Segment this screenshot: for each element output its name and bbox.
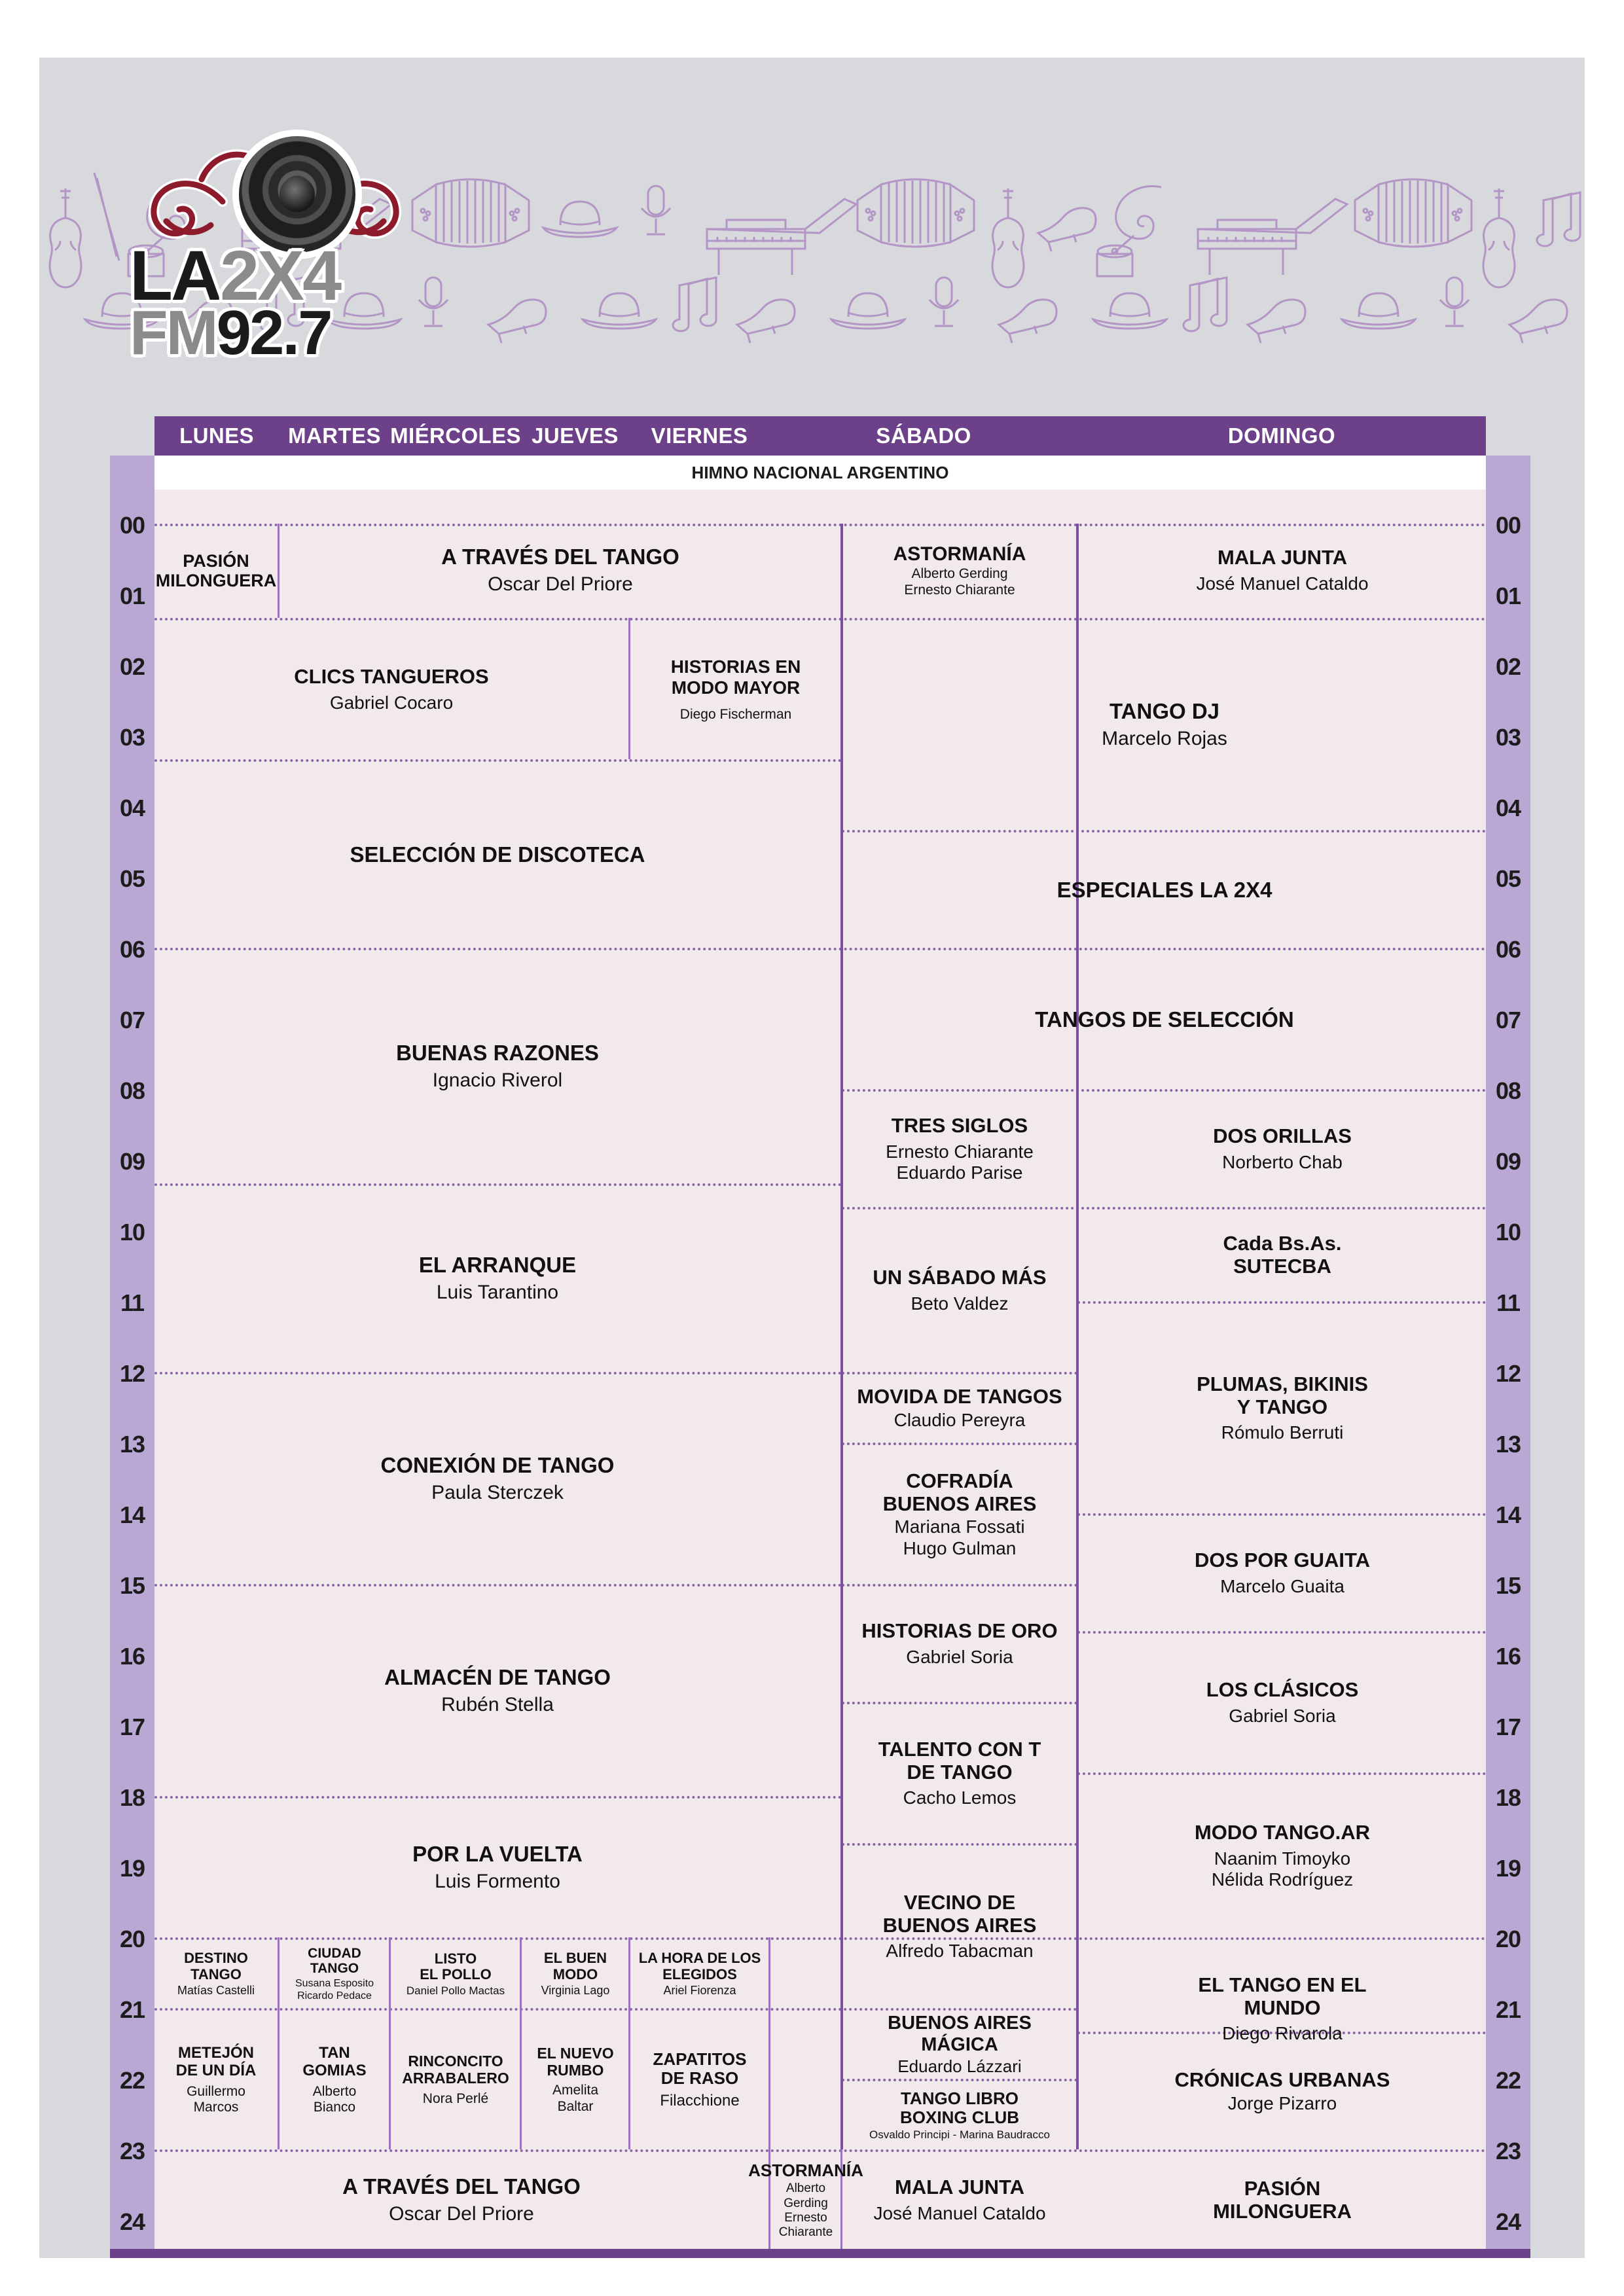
program-title: PLUMAS, BIKINIS Y TANGO [1197,1372,1368,1418]
time-label-left-10: 10 [119,1219,145,1246]
time-label-right-20: 20 [1495,1926,1521,1952]
program-host: Alfredo Tabacman [886,1941,1034,1962]
time-label-right-01: 01 [1495,583,1521,609]
program-movida-de-tangos[interactable] [843,1374,1076,1443]
anthem-banner: HIMNO NACIONAL ARGENTINO [154,456,1486,490]
day-header-domingo: DOMINGO [1227,423,1336,448]
program-seleccion-de-discoteca[interactable] [154,762,840,948]
program-clics-tangueros[interactable] [154,620,628,759]
logo-la: LA [130,236,220,315]
program-title: CRÓNICAS URBANAS [1174,2068,1390,2092]
program-tango-dj[interactable] [843,620,1486,830]
program-title: ZAPATITOS DE RASO [653,2049,747,2089]
program-host: Filacchione [660,2092,740,2110]
program-title: TALENTO CON T DE TANGO [878,1738,1041,1784]
time-label-left-01: 01 [119,583,145,609]
program-mala-junta-sabado-noche[interactable] [843,2152,1076,2249]
logo-frequency: 92.7 [216,297,331,368]
time-label-left-05: 05 [119,865,145,892]
day-header-row [154,416,1486,456]
program-title: LA HORA DE LOS ELEGIDOS [638,1949,761,1982]
program-title: BUENAS RAZONES [396,1041,599,1066]
program-title: SELECCIÓN DE DISCOTECA [350,842,645,867]
program-host: Virginia Lago [541,1984,610,1998]
time-label-left-04: 04 [119,795,145,821]
program-title: A TRAVÉS DEL TANGO [342,2174,581,2199]
vline-lunes-00 [278,524,280,618]
program-el-buen-modo[interactable] [522,1940,628,2008]
program-a-traves-del-tango-madrugada[interactable] [280,524,840,618]
time-label-right-15: 15 [1495,1572,1521,1599]
time-label-left-14: 14 [119,1501,145,1528]
vline-martes-miercoles-20 [389,1937,391,2149]
program-host: Alberto Gerding Ernesto Chiarante [904,566,1015,598]
time-label-right-23: 23 [1495,2138,1521,2164]
program-title: TRES SIGLOS [891,1114,1028,1138]
program-title: POR LA VUELTA [412,1842,583,1867]
program-title: MALA JUNTA [894,2176,1025,2199]
program-title: CLICS TANGUEROS [294,665,489,689]
program-host: Oscar Del Priore [389,2203,534,2225]
program-title: ESPECIALES LA 2X4 [1056,877,1272,902]
schedule-board [154,456,1486,2249]
program-host: Daniel Pollo Mactas [406,1984,505,1997]
time-label-left-12: 12 [119,1360,145,1387]
program-host: Naanim Timoyko Nélida Rodríguez [1211,1848,1354,1890]
program-historias-de-oro[interactable] [843,1587,1076,1702]
program-host: Oscar Del Priore [488,573,633,596]
program-pasion-milonguera-lun[interactable] [154,524,278,618]
time-label-left-02: 02 [119,653,145,680]
program-a-traves-del-tango-noche[interactable] [154,2152,768,2249]
time-label-left-03: 03 [119,724,145,751]
program-title: TANGOS DE SELECCIÓN [1035,1007,1294,1031]
program-host: Jorge Pizarro [1227,2093,1337,2114]
program-title: ASTORMANÍA [893,543,1026,565]
station-logo-type [130,236,424,368]
program-host: Alberto Bianco [312,2083,357,2115]
program-host: Marcelo Rojas [1102,728,1227,750]
time-label-right-17: 17 [1495,1713,1521,1740]
time-label-right-10: 10 [1495,1219,1521,1246]
program-title: TANGO LIBRO BOXING CLUB [900,2089,1019,2128]
program-title: Cada Bs.As. SUTECBA [1223,1232,1342,1278]
time-label-left-17: 17 [119,1713,145,1740]
program-title: LISTO EL POLLO [420,1950,492,1983]
program-host: Cacho Lemos [903,1787,1017,1808]
program-host: Rubén Stella [441,1694,554,1716]
vline-jueves-viernes-20 [628,1937,630,2149]
station-logo [124,117,425,372]
time-label-left-16: 16 [119,1643,145,1670]
program-tango-libro-boxing-club[interactable] [843,2081,1076,2149]
program-host: Luis Tarantino [436,1282,559,1304]
time-label-right-06: 06 [1495,936,1521,963]
time-label-right-13: 13 [1495,1431,1521,1458]
program-host: Ernesto Chiarante Eduardo Parise [886,1141,1034,1183]
day-header-miercoles: MIÉRCOLES [390,423,521,448]
program-title: CIUDAD TANGO [308,1945,361,1977]
day-header-sabado: SÁBADO [876,423,971,448]
program-title: TAN GOMIAS [302,2043,367,2079]
program-metejon-de-un-dia[interactable] [154,2011,278,2149]
program-host: Gabriel Soria [1229,1706,1336,1727]
time-label-right-21: 21 [1495,1996,1521,2023]
program-especiales-la-2x4[interactable] [843,833,1486,948]
time-label-left-20: 20 [119,1926,145,1952]
program-title: PASIÓN MILONGUERA [1213,2177,1352,2223]
vline-miercoles-jueves-20 [520,1937,522,2149]
program-host: Marcelo Guaita [1220,1576,1344,1597]
time-label-left-19: 19 [119,1855,145,1882]
program-host: Diego Fischerman [679,707,792,723]
time-label-right-07: 07 [1495,1007,1521,1033]
logo-fm: FM [130,297,217,368]
program-cofradia-buenos-aires[interactable] [843,1445,1076,1584]
program-vecino-de-buenos-aires[interactable] [843,1846,1076,2008]
program-host: Ariel Fiorenza [663,1984,736,1998]
program-title: EL NUEVO RUMBO [537,2044,614,2079]
program-host: Norberto Chab [1222,1152,1343,1173]
program-buenas-razones[interactable] [154,950,840,1183]
time-label-left-18: 18 [119,1784,145,1811]
program-title: RINCONCITO ARRABALERO [402,2053,509,2087]
time-label-left-22: 22 [119,2067,145,2094]
time-label-left-23: 23 [119,2138,145,2164]
program-host: Claudio Pereyra [893,1410,1026,1431]
program-title: PASIÓN MILONGUERA [155,550,277,590]
program-host: Luis Formento [435,1871,560,1893]
time-label-right-16: 16 [1495,1643,1521,1670]
program-host: José Manuel Cataldo [1196,573,1369,594]
program-title: COFRADÍA BUENOS AIRES [882,1469,1037,1515]
program-host: Beto Valdez [911,1293,1009,1314]
time-label-right-08: 08 [1495,1077,1521,1104]
time-label-right-18: 18 [1495,1784,1521,1811]
poster-canvas [39,58,1585,2258]
program-dos-orillas[interactable] [1079,1092,1486,1207]
logo-2x4: 2X4 [219,236,340,315]
program-el-arranque[interactable] [154,1186,840,1372]
program-title: MODO TANGO.AR [1194,1821,1371,1844]
masthead [39,58,1585,395]
program-destino-tango[interactable] [154,1940,278,2008]
program-cronicas-urbanas[interactable] [1079,2034,1486,2149]
program-la-hora-de-los-elegidos[interactable] [631,1940,768,2008]
time-label-right-09: 09 [1495,1148,1521,1175]
program-title: DOS POR GUAITA [1194,1549,1371,1572]
program-host: Gabriel Cocaro [329,692,454,713]
program-title: MOVIDA DE TANGOS [857,1385,1062,1408]
time-label-left-11: 11 [120,1289,145,1316]
program-historias-en-modo-mayor[interactable] [631,620,840,759]
program-title: TANGO DJ [1109,699,1220,724]
time-label-right-02: 02 [1495,653,1521,680]
program-rinconcito-arrabalero[interactable] [391,2011,520,2149]
program-title: MALA JUNTA [1217,546,1348,569]
program-title: BUENOS AIRES MÁGICA [888,2013,1032,2055]
program-title: UN SÁBADO MÁS [873,1266,1047,1289]
program-title: HISTORIAS DE ORO [861,1619,1058,1643]
program-talento-con-t-de-tango[interactable] [843,1704,1076,1843]
program-por-la-vuelta[interactable] [154,1799,840,1937]
program-host: Susana Esposito Ricardo Pedace [295,1977,374,2001]
program-title: EL TANGO EN EL MUNDO [1198,1973,1367,2019]
schedule-grid [110,423,1530,2249]
program-astormania-sabado[interactable] [843,524,1076,618]
program-title: EL BUEN MODO [543,1949,607,1982]
program-almacen-de-tango[interactable] [154,1587,840,1796]
program-dos-por-guaita[interactable] [1079,1516,1486,1631]
program-title: METEJÓN DE UN DÍA [175,2043,257,2079]
program-title: CONEXIÓN DE TANGO [380,1453,615,1478]
program-los-clasicos[interactable] [1079,1634,1486,1772]
program-title: DOS ORILLAS [1213,1124,1352,1148]
time-label-right-04: 04 [1495,795,1521,821]
vline-jueves-viernes-02 [628,618,630,759]
program-host: Rómulo Berruti [1221,1422,1344,1443]
program-mala-junta-domingo[interactable] [1079,524,1486,618]
time-label-left-08: 08 [119,1077,145,1104]
program-host: Matías Castelli [177,1984,255,1998]
program-title: EL ARRANQUE [418,1253,577,1278]
program-title: ASTORMANÍA [748,2161,863,2181]
time-label-left-21: 21 [119,1996,145,2023]
program-host: Paula Sterczek [431,1482,564,1504]
program-host: José Manuel Cataldo [873,2203,1046,2224]
program-host: Amelita Baltar [552,2083,599,2114]
program-ciudad-tango[interactable] [280,1940,389,2008]
program-astormania-viernes-noche[interactable] [748,2152,863,2249]
program-tangos-de-seleccion[interactable] [843,950,1486,1089]
program-host: Ignacio Riverol [432,1069,563,1092]
program-title: ALMACÉN DE TANGO [384,1665,611,1690]
time-label-left-00: 00 [119,512,145,539]
program-host: Mariana Fossati Hugo Gulman [894,1516,1025,1558]
time-label-left-13: 13 [119,1431,145,1458]
program-plumas-bikinis-y-tango[interactable] [1079,1304,1486,1513]
time-label-left-09: 09 [119,1148,145,1175]
time-label-right-22: 22 [1495,2067,1521,2094]
program-el-nuevo-rumbo[interactable] [522,2011,628,2149]
program-cada-bsas-sutecba[interactable] [1079,1210,1486,1301]
program-tan-gomias[interactable] [280,2011,389,2149]
program-conexion-de-tango[interactable] [154,1374,840,1584]
program-tres-siglos[interactable] [843,1092,1076,1207]
program-title: HISTORIAS EN MODO MAYOR [670,656,801,698]
time-label-right-11: 11 [1496,1289,1521,1316]
time-label-left-06: 06 [119,936,145,963]
day-header-viernes: VIERNES [651,423,748,448]
vline-lunes-martes-20 [278,1937,280,2149]
time-label-right-03: 03 [1495,724,1521,751]
program-host: Gabriel Soria [906,1647,1013,1668]
time-label-right-05: 05 [1495,865,1521,892]
program-host: Nora Perlé [422,2090,489,2106]
day-header-jueves: JUEVES [532,423,619,448]
vline-viernes-end-20 [768,1937,770,2149]
time-label-right-24: 24 [1495,2208,1521,2235]
time-label-left-24: 24 [119,2208,145,2235]
time-rail-right [1486,456,1530,2249]
program-pasion-milonguera-domingo-noche[interactable] [1079,2152,1486,2249]
program-title: A TRAVÉS DEL TANGO [441,545,679,569]
program-host: Osvaldo Principi - Marina Baudracco [869,2128,1050,2142]
program-un-sabado-mas[interactable] [843,1210,1076,1372]
time-rail-left [110,456,154,2249]
time-label-left-15: 15 [119,1572,145,1599]
program-buenos-aires-magica[interactable] [843,2011,1076,2079]
footer-bar [110,2249,1530,2258]
program-zapatitos-de-raso[interactable] [631,2011,768,2149]
day-header-lunes: LUNES [179,423,254,448]
program-host: Guillermo Marcos [187,2083,245,2115]
program-title: VECINO DE BUENOS AIRES [882,1891,1037,1937]
program-host: Eduardo Lázzari [897,2056,1022,2077]
program-title: LOS CLÁSICOS [1206,1678,1359,1702]
time-label-right-12: 12 [1495,1360,1521,1387]
program-title: DESTINO TANGO [184,1949,248,1982]
program-listo-el-pollo[interactable] [391,1940,520,2008]
time-label-right-00: 00 [1495,512,1521,539]
time-label-left-07: 07 [119,1007,145,1033]
program-modo-tango-ar[interactable] [1079,1775,1486,1937]
time-label-right-19: 19 [1495,1855,1521,1882]
day-header-martes: MARTES [288,423,381,448]
program-host: Alberto Gerding Ernesto Chiarante [778,2181,833,2239]
time-label-right-14: 14 [1495,1501,1521,1528]
program-host: Diego Rivarola [1222,2023,1343,2044]
